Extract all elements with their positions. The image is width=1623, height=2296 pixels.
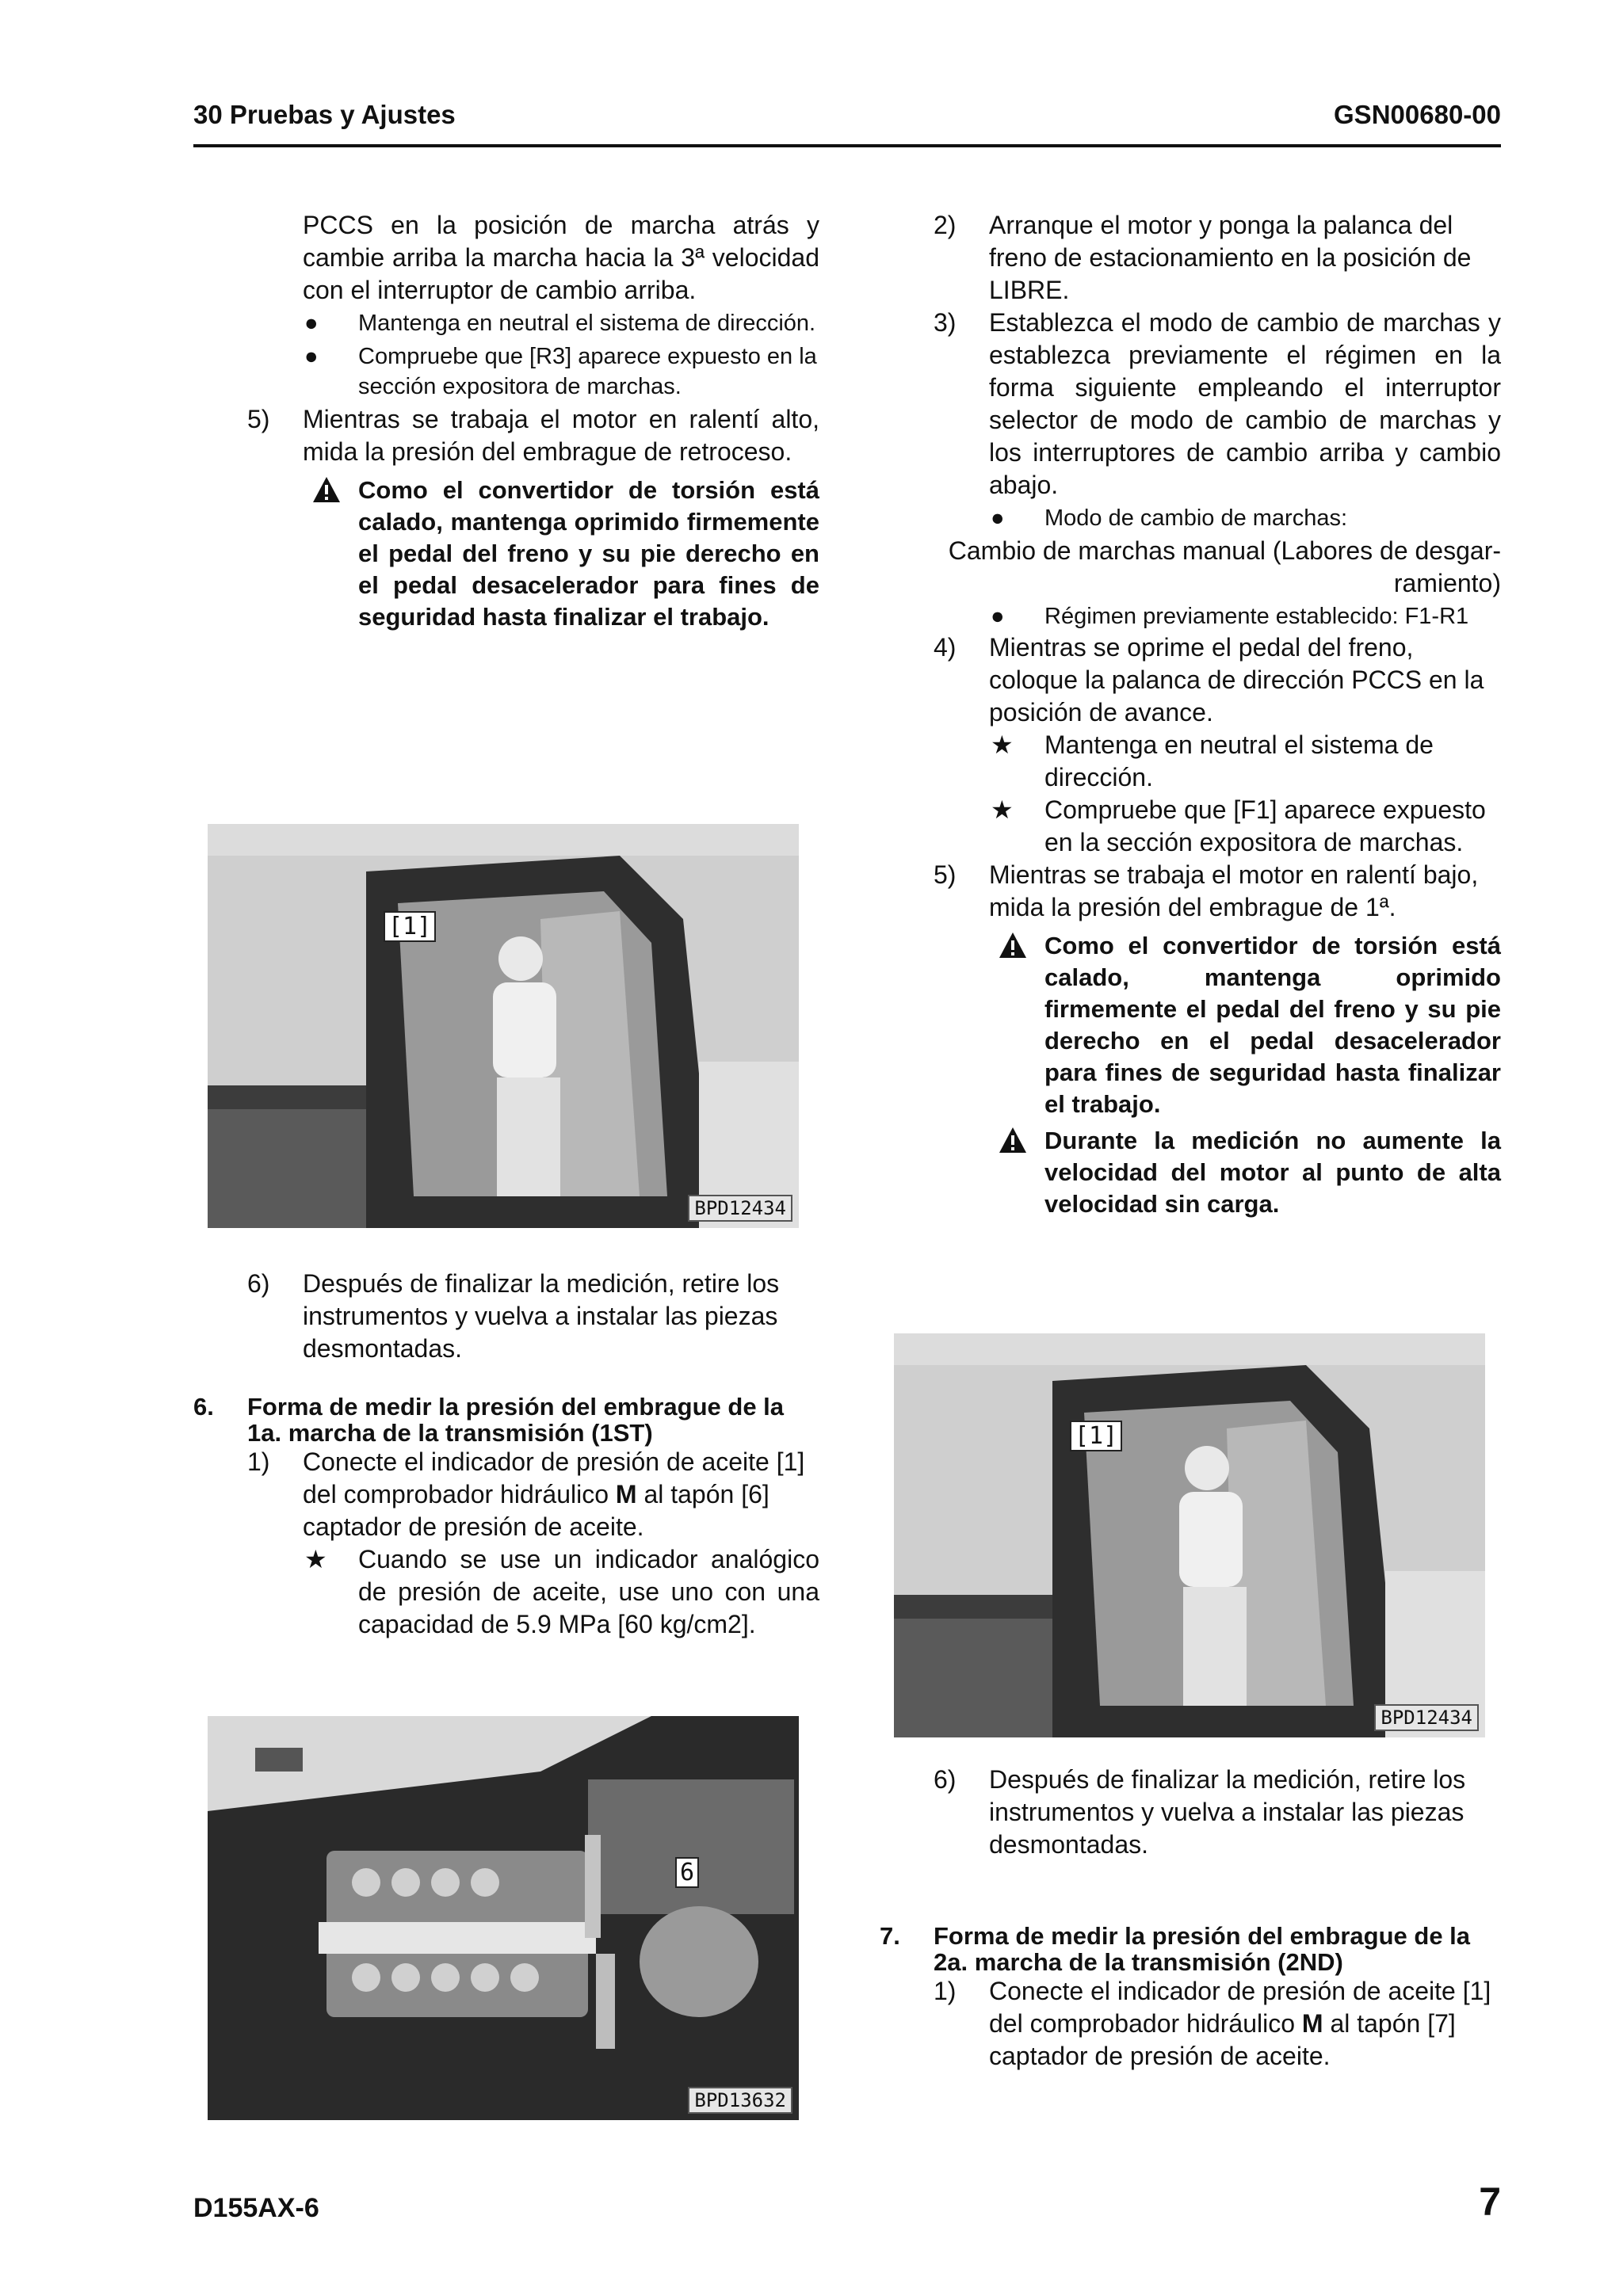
- warning-icon: [999, 932, 1027, 959]
- section-number: 7.: [880, 1922, 900, 1950]
- left-column-bottom: [193, 1268, 819, 1641]
- warning-note: [880, 1125, 1501, 1220]
- callout-label: [1]: [384, 911, 436, 942]
- step-text-bold: M: [615, 1480, 637, 1508]
- warning-text: Durante la medición no aumente la velocidad del motor al punto de alta velocidad sin carga.: [1044, 1127, 1501, 1218]
- section-heading-7: [880, 1923, 1501, 1975]
- star-item: [880, 729, 1501, 794]
- star-item: [880, 794, 1501, 859]
- step-number: 6): [247, 1269, 270, 1298]
- bullet-icon: ●: [991, 505, 1005, 531]
- photo-pressure-pickup-plug: [208, 1716, 799, 2120]
- section-title: Forma de medir la presión del embrague de la 2a. marcha de la transmisión (2ND): [934, 1922, 1471, 1976]
- star-icon: ★: [991, 795, 1014, 824]
- star-text: Mantenga en neutral el sistema de dirección.: [1044, 730, 1434, 791]
- star-text: Cuando se use un indicador analógico de presión de aceite, use uno con una capacidad de 5.9 MPa [60 kg/cm2].: [358, 1545, 819, 1638]
- step-text: Establezca el modo de cambio de marchas y establezca previamente el régimen en la forma siguiente empleando el interruptor selector de modo de cambio de marchas y los interruptores de cambio arriba y cambio abajo.: [989, 308, 1501, 499]
- star-item: [193, 1543, 819, 1641]
- warning-note: [193, 475, 819, 633]
- bullet-item: [880, 601, 1501, 631]
- step-text-a: Conecte el indicador de presión de aceite [1] del comprobador hidráulico: [989, 1977, 1491, 2038]
- bullet-item: [880, 503, 1501, 533]
- bullet-icon: ●: [991, 604, 1005, 629]
- warning-icon: [999, 1127, 1027, 1154]
- photo-code: BPD12434: [688, 1195, 792, 1222]
- step-text-a: Conecte el indicador de presión de aceite [1] del comprobador hidráulico: [303, 1447, 805, 1508]
- footer-page-number: 7: [1479, 2180, 1501, 2224]
- bullet-icon: ●: [304, 311, 319, 336]
- warning-text: Como el convertidor de torsión está calado, mantenga oprimido firmemente el pedal del freno y su pie derecho en el pedal desacelerador para fines de seguridad hasta finalizar el trabajo.: [1044, 932, 1501, 1118]
- photo-graphic: [208, 824, 799, 1228]
- step-number: 1): [934, 1977, 957, 2005]
- bullet-icon: ●: [304, 344, 319, 369]
- footer-model: D155AX-6: [193, 2193, 319, 2223]
- section-title: Forma de medir la presión del embrague de la 1a. marcha de la transmisión (1ST): [247, 1393, 785, 1447]
- photo-operator-in-cab: [894, 1333, 1485, 1737]
- step-text: Arranque el motor y ponga la palanca del freno de estacionamiento en la posición de LIBRE.: [989, 211, 1472, 304]
- step-text: Mientras se trabaja el motor en ralentí bajo, mida la presión del embrague de 1ª.: [989, 860, 1479, 921]
- header-doc-code: GSN00680-00: [1334, 100, 1501, 129]
- warning-icon: [312, 476, 341, 503]
- header-section-title: 30 Pruebas y Ajustes: [193, 100, 456, 129]
- step-1: [880, 1975, 1501, 2073]
- warning-note: [880, 930, 1501, 1120]
- continued-step-text: PCCS en la posición de marcha atrás y cambie arriba la marcha hacia la 3ª velocidad con el interruptor de cambio arriba.: [303, 211, 819, 304]
- step-text: Mientras se trabaja el motor en ralentí alto, mida la presión del embrague de retroceso.: [303, 405, 819, 466]
- star-text: Compruebe que [F1] aparece expuesto en la sección expositora de marchas.: [1044, 795, 1486, 856]
- step-1: [193, 1446, 819, 1543]
- photo-code: BPD13632: [688, 2087, 792, 2114]
- step-number: 3): [934, 308, 957, 337]
- step-text: Mientras se oprime el pedal del freno, coloque la palanca de dirección PCCS en la posición de avance.: [989, 633, 1484, 727]
- step-number: 2): [934, 211, 957, 239]
- star-icon: ★: [304, 1545, 327, 1573]
- step-2: [880, 209, 1501, 307]
- step-text-b: al tapón [6] captador de presión de aceite.: [303, 1480, 769, 1541]
- left-column-top: [193, 209, 819, 633]
- right-column-bottom: [880, 1764, 1501, 2073]
- step-number: 4): [934, 633, 957, 662]
- step-5: [880, 859, 1501, 924]
- star-icon: ★: [991, 730, 1014, 759]
- step-number: 5): [934, 860, 957, 889]
- photo-code: BPD12434: [1374, 1704, 1479, 1731]
- bullet-text: Compruebe que [R3] aparece expuesto en la sección expositora de marchas.: [358, 344, 817, 399]
- step-number: 1): [247, 1447, 270, 1476]
- bullet-text: Modo de cambio de marchas:: [1044, 505, 1348, 531]
- section-number: 6.: [193, 1393, 214, 1421]
- step-6: [193, 1268, 819, 1365]
- step-text: Después de finalizar la medición, retire los instrumentos y vuelva a instalar las piezas desmontadas.: [989, 1765, 1466, 1859]
- bullet-text: Régimen previamente establecido: F1-R1: [1044, 604, 1469, 629]
- callout-label: 6: [675, 1857, 699, 1888]
- step-number: 5): [247, 405, 270, 433]
- photo-operator-in-cab: [208, 824, 799, 1228]
- bullet-text: Mantenga en neutral el sistema de dirección.: [358, 311, 816, 336]
- warning-text: Como el convertidor de torsión está calado, mantenga oprimido firmemente el pedal del freno y su pie derecho en el pedal desacelerador para fines de seguridad hasta finalizar el trabajo.: [358, 476, 819, 631]
- step-text: Después de finalizar la medición, retire los instrumentos y vuelva a instalar las piezas desmontadas.: [303, 1269, 780, 1363]
- right-column-top: [880, 209, 1501, 1220]
- step-6: [880, 1764, 1501, 1861]
- step-number: 6): [934, 1765, 957, 1794]
- photo-graphic: [208, 1716, 799, 2120]
- step-text-bold: M: [1301, 2009, 1323, 2038]
- mode-value: Cambio de marchas manual (Labores de desgar-ramiento): [948, 536, 1501, 597]
- bullet-item: [193, 341, 819, 402]
- step-3: [880, 307, 1501, 502]
- bullet-item: [193, 308, 819, 338]
- callout-label: [1]: [1070, 1421, 1122, 1451]
- section-heading-6: [193, 1394, 819, 1446]
- step-text-b: al tapón [7] captador de presión de aceite.: [989, 2009, 1456, 2070]
- step-4: [880, 631, 1501, 729]
- step-5: [193, 403, 819, 468]
- header-rule: [193, 144, 1501, 147]
- photo-graphic: [894, 1333, 1485, 1737]
